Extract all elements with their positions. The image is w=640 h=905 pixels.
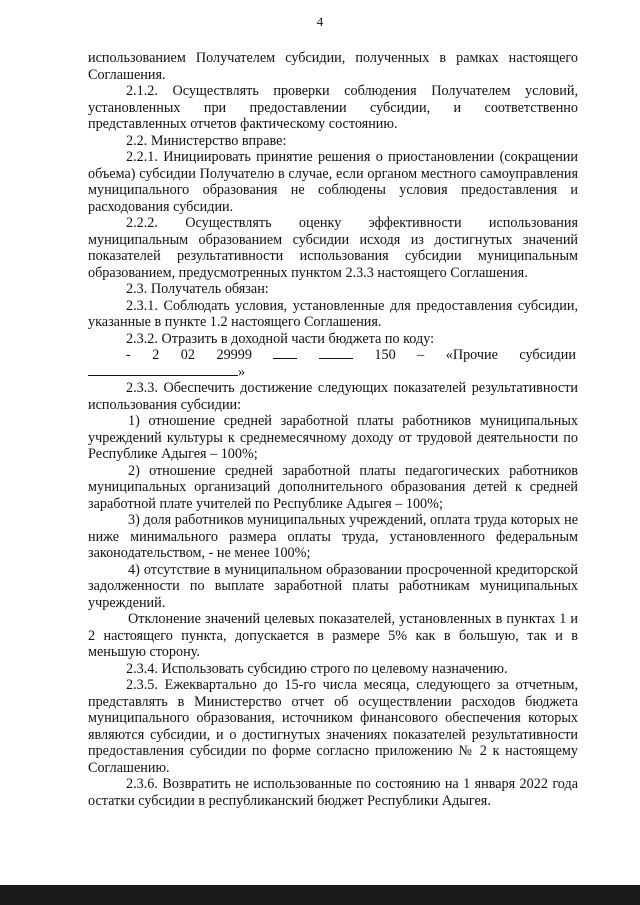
code-part: 2 xyxy=(152,347,160,363)
code-part: 150 xyxy=(374,347,396,363)
paragraph: 2.3. Получатель обязан: xyxy=(126,281,269,297)
paragraph: 2.3.2. Отразить в доходной части бюджета по коду: xyxy=(126,330,435,347)
code-blank xyxy=(319,357,353,359)
paragraph: 2.2.2. Осуществлять оценку эффективности использования муниципальным образованием субсидии исходя из достигнутых значений показателей результативности использования субсидии муниципальным образованием, предусмотренных пунктом 2.3.3 настоящего Соглашения. xyxy=(88,215,578,281)
code-label: субсидии xyxy=(519,347,576,363)
paragraph: 2.3.3. Обеспечить достижение следующих показателей результативности использования субсидии: xyxy=(88,380,578,413)
code-dash: - xyxy=(126,347,131,363)
scan-edge xyxy=(0,885,640,905)
code-blank xyxy=(88,375,238,376)
code-part: 29999 xyxy=(216,347,252,363)
paragraph: 2.3.6. Возвратить не использованные по состоянию на 1 января 2022 года остатки субсидии в республиканский бюджет Республики Адыгея. xyxy=(88,776,578,809)
paragraph: 1) отношение средней заработной платы работников муниципальных учреждений культуры к среднемесячному доходу от трудовой деятельности по Республике Адыгея – 100%; xyxy=(88,413,578,462)
paragraph: 3) доля работников муниципальных учреждений, оплата труда которых не ниже минимального размера оплаты труда, установленного федеральным законодательством, - не менее 100%; xyxy=(88,512,578,561)
code-label: «Прочие xyxy=(445,347,498,363)
paragraph: использованием Получателем субсидии, полученных в рамках настоящего Соглашения. xyxy=(88,50,578,83)
budget-code-line xyxy=(88,347,578,364)
paragraph: 2.3.1. Соблюдать условия, установленные для предоставления субсидии, указанные в пункте 1.2 настоящего Соглашения. xyxy=(88,297,578,330)
paragraph: 2.2.1. Инициировать принятие решения о приостановлении (сокращении объема) субсидии Получателю в случае, если органом местного самоуправления муниципального образования не соблюдены условия предоставления и расходования субсидии. xyxy=(88,149,578,215)
paragraph: Отклонение значений целевых показателей, установленных в пунктах 1 и 2 настоящего пункта, допускается в размере 5% как в большую, так и в меньшую сторону. xyxy=(88,611,578,660)
code-part: 02 xyxy=(180,347,195,363)
code-blank xyxy=(273,357,297,359)
paragraph: 2.1.2. Осуществлять проверки соблюдения Получателем условий, установленных при предоставлении субсидии, и соответственно представленных отчетов фактическому состоянию. xyxy=(88,83,578,132)
code-dash: – xyxy=(417,347,425,363)
document-body xyxy=(88,50,578,809)
code-closing: » xyxy=(238,363,246,380)
paragraph: 2) отношение средней заработной платы педагогических работников муниципальных организаций дополнительного образования детей к средней заработной плате учителей по Республике Адыгея – 100%; xyxy=(88,462,578,512)
budget-code-line-end xyxy=(88,364,578,381)
paragraph: 2.2. Министерство вправе: xyxy=(126,132,287,149)
page-number: 4 xyxy=(316,14,324,29)
paragraph: 2.3.4. Использовать субсидию строго по целевому назначению. xyxy=(126,660,508,677)
paragraph: 2.3.5. Ежеквартально до 15-го числа месяца, следующего за отчетным, представлять в Министерство отчет об осуществлении расходов бюджета муниципального образования, источником финансового обеспечения которых являются субсидии, и о достигнутых значениях показателей результативности предоставления субсидии по форме согласно приложению № 2 к настоящему Соглашению. xyxy=(88,677,578,776)
paragraph: 4) отсутствие в муниципальном образовании просроченной кредиторской задолженности по выплате заработной платы работникам муниципальных учреждений. xyxy=(88,561,578,611)
